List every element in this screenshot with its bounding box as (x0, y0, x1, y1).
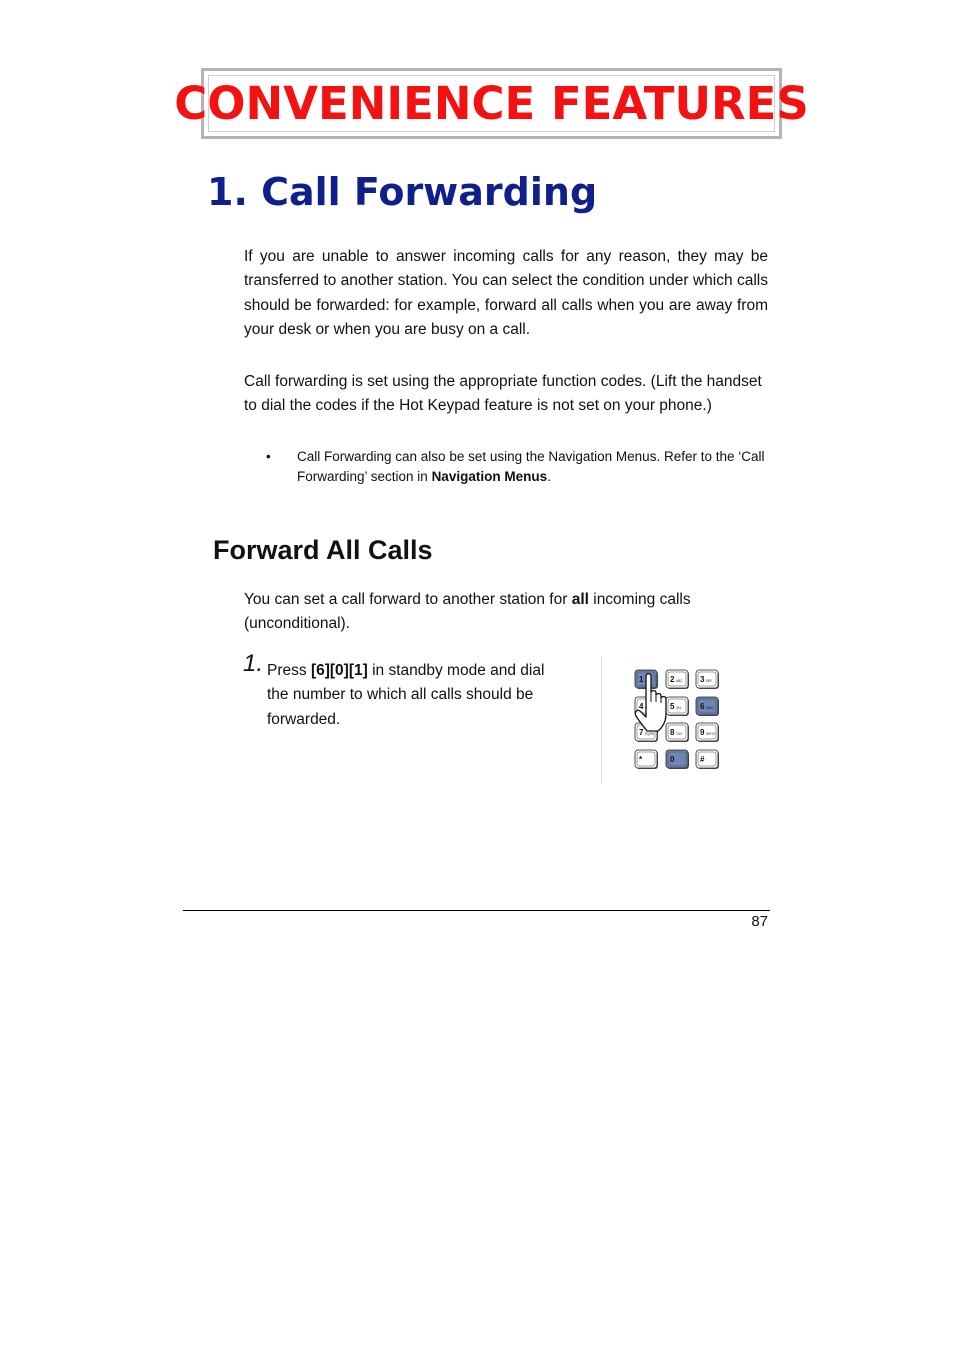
intro-paragraph-2: Call forwarding is set using the appropriate function codes. (Lift the handset to dial the codes if the Hot Keypad feature is not set on your phone.) (244, 373, 762, 415)
page-number: 87 (751, 913, 768, 930)
keypad-key-label: # (700, 755, 705, 764)
keypad-key-label: 7 (639, 728, 644, 737)
note-text-start: Call Forwarding can also be set using the Navigation Menus. Refer to the ‘Call Forwarding’ section in (297, 449, 765, 484)
step-number: 1. (243, 650, 264, 677)
note-text-end: . (547, 468, 551, 484)
footer-rule (183, 910, 770, 911)
description-emphasis: all (571, 591, 589, 608)
step-text-end: in standby mode and dial the number to which all calls should be forwarded. (267, 662, 545, 728)
step-text (267, 659, 567, 732)
bullet-icon: • (266, 449, 271, 464)
keypad-key-label: * (639, 755, 643, 764)
subsection-heading: Forward All Calls (213, 535, 433, 565)
keypad-key-sublabel: MNO (706, 706, 714, 710)
keypad-key-2 (666, 670, 689, 689)
keypad-illustration (625, 664, 735, 774)
keypad-key-label: 2 (670, 675, 675, 684)
keypad-key-label: 8 (670, 728, 675, 737)
keypad-key-sublabel: TUV (676, 732, 683, 736)
section-heading: 1. Call Forwarding (207, 170, 598, 214)
keypad-key-9 (696, 723, 719, 742)
keypad-key-label: 0 (670, 755, 675, 764)
keypad-key-3 (696, 670, 719, 689)
illustration-divider (601, 656, 602, 784)
step-text-start: Press (267, 662, 311, 679)
chapter-banner (174, 68, 809, 139)
description-start: You can set a call forward to another station for (244, 591, 572, 608)
chapter-title: CONVENIENCE FEATURES (174, 77, 809, 130)
keypad-key-label: 9 (700, 728, 705, 737)
keypad-key-label: 5 (670, 702, 675, 711)
keypad-key-sublabel: PQRS (645, 732, 655, 736)
keypad-key-hash (696, 750, 719, 769)
keypad-key-sublabel: DEF (706, 679, 713, 683)
keypad-key-label: 4 (639, 702, 644, 711)
keypad-key-8 (666, 723, 689, 742)
keypad-key-5 (666, 697, 689, 716)
keypad-key-6 (696, 697, 719, 716)
keypad-key-sublabel: JKL (676, 706, 682, 710)
step-code: [6][0][1] (310, 662, 368, 679)
intro-paragraph-1: If you are unable to answer incoming calls for any reason, they may be transferred to another station. You can select the condition under which calls should be forwarded: for example, forward all calls when you are away from your desk or when you are busy on a call. (244, 248, 768, 338)
keypad-key-sublabel: WXYZ (706, 732, 716, 736)
subsection-description (244, 588, 768, 637)
keypad-key-star (635, 750, 658, 769)
chapter-banner-frame (174, 75, 809, 132)
keypad-key-label: 6 (700, 702, 705, 711)
keypad-key-label: 1 (639, 675, 644, 684)
keypad-key-0 (666, 750, 689, 769)
note-text (297, 447, 767, 486)
keypad-key-sublabel: ABC (676, 679, 683, 683)
note-link-text: Navigation Menus (431, 468, 548, 484)
description-end: incoming calls (unconditional). (244, 591, 691, 633)
keypad-key-label: 3 (700, 675, 705, 684)
